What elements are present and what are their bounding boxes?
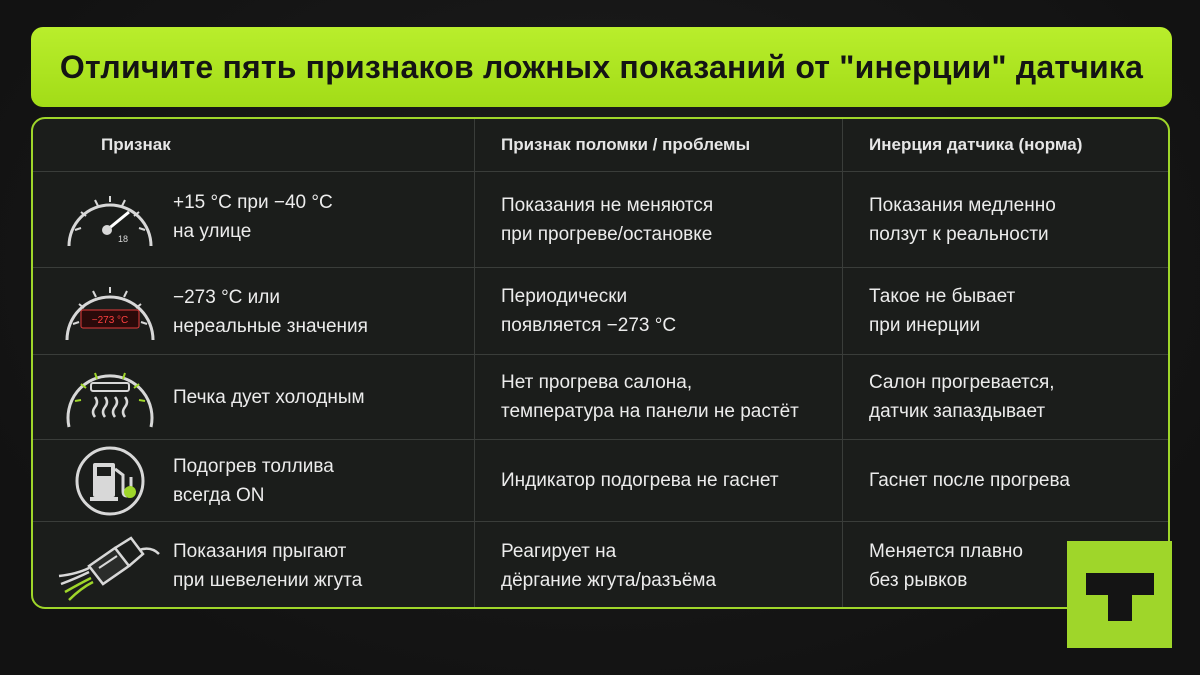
failure-line-2: температура на панели не растёт	[501, 401, 799, 422]
failure-line-2: появляется −273 °C	[501, 315, 677, 336]
brand-logo	[1067, 541, 1172, 648]
failure-cell	[474, 440, 842, 521]
failure-line-1: Периодически	[501, 286, 628, 307]
normal-line-2: датчик запаздывает	[869, 401, 1046, 422]
table-row	[33, 440, 1168, 522]
table-row	[33, 522, 1168, 609]
page-title: Отличите пять признаков ложных показаний от "инерции" датчика	[59, 48, 1144, 85]
sign-cell	[33, 172, 474, 267]
sign-line-1: +15 °C при −40 °C	[173, 192, 333, 213]
sign-line-1: Показания прыгают	[173, 541, 347, 562]
table-row	[33, 268, 1168, 355]
table-row	[33, 355, 1168, 440]
failure-line-1: Индикатор подогрева не гаснет	[501, 470, 779, 491]
gauge-icon	[55, 184, 165, 256]
failure-line-2: при прогреве/остановке	[501, 223, 713, 245]
sign-line-1: −273 °C или	[173, 287, 280, 308]
error-gauge-icon	[55, 276, 165, 348]
failure-line-1: Показания не меняются	[501, 194, 714, 216]
svg-text:18: 18	[118, 234, 129, 244]
sign-text	[173, 452, 334, 510]
normal-cell	[842, 440, 1170, 521]
sign-cell	[33, 522, 474, 609]
sign-text	[173, 537, 362, 595]
sign-line-1: Подогрев толлива	[173, 456, 334, 477]
table-header-row	[33, 119, 1168, 172]
failure-cell	[474, 522, 842, 609]
sign-cell	[33, 355, 474, 439]
failure-line-1: Реагирует на	[501, 540, 617, 562]
failure-cell	[474, 268, 842, 354]
normal-line-2: без рывков	[869, 569, 968, 591]
failure-line-1: Нет прогрева салона,	[501, 372, 693, 393]
sign-line-2: всегда ON	[173, 485, 265, 506]
t-logo-icon	[1080, 555, 1160, 635]
title-banner	[31, 27, 1172, 107]
normal-line-1: Гаснет после прогрева	[869, 470, 1070, 491]
normal-cell	[842, 172, 1170, 267]
header-failure: Признак поломки / проблемы	[474, 119, 842, 171]
sign-line-2: при шевелении жгута	[173, 570, 363, 591]
failure-line-2: дёргание жгута/разъёма	[501, 569, 717, 591]
header-normal: Инерция датчика (норма)	[842, 119, 1170, 171]
sign-cell	[33, 268, 474, 354]
sign-text	[173, 383, 365, 412]
error-gauge-text: −273 °C	[91, 315, 129, 326]
table-row	[33, 172, 1168, 268]
failure-cell	[474, 172, 842, 267]
normal-line-2: ползут к реальности	[869, 223, 1049, 245]
sign-line-2: нереальные значения	[173, 316, 368, 337]
wire-harness-icon	[55, 530, 165, 602]
normal-line-1: Салон прогревается,	[869, 372, 1055, 393]
comparison-table	[31, 117, 1170, 609]
sign-line-1: Печка дует холодным	[173, 387, 365, 408]
normal-cell	[842, 355, 1170, 439]
normal-line-2: при инерции	[869, 315, 981, 336]
sign-text	[173, 283, 368, 341]
fuel-pump-icon	[55, 445, 165, 517]
normal-line-1: Меняется плавно	[869, 540, 1023, 562]
sign-line-2: на улице	[173, 221, 252, 242]
failure-cell	[474, 355, 842, 439]
header-sign: Признак	[101, 135, 171, 154]
normal-line-1: Показания медленно	[869, 194, 1056, 216]
sign-cell	[33, 440, 474, 521]
sign-text	[173, 188, 333, 246]
normal-cell	[842, 268, 1170, 354]
normal-line-1: Такое не бывает	[869, 286, 1016, 307]
heater-icon	[55, 361, 165, 433]
